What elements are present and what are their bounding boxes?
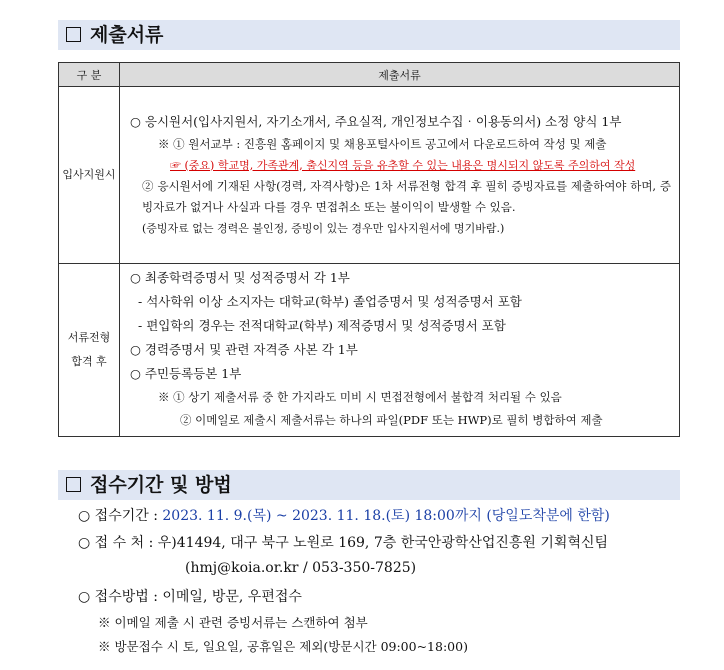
reception-contact: (hmj@koia.or.kr / 053-350-7825) bbox=[185, 560, 417, 576]
row-content-after-pass bbox=[120, 264, 680, 437]
table-row bbox=[59, 87, 680, 264]
doc-line: ② 응시원서에 기재된 사항(경력, 자격사항)은 1차 서류전형 합격 후 필히 증빙자료를 제출하여야 하며, 증빙자료가 없거나 사실과 다를 경우 면접취소 또는 불이익이 발생할 수 있음. bbox=[142, 178, 671, 214]
doc-line: ○ 최종학력증명서 및 성적증명서 각 1부 bbox=[130, 270, 350, 285]
row-label-line: 서류전형 bbox=[67, 331, 111, 344]
reception-method: ○ 접수방법 : 이메일, 방문, 우편접수 bbox=[78, 589, 302, 605]
documents-table bbox=[58, 62, 680, 437]
header-category: 구 분 bbox=[59, 63, 120, 87]
doc-line: ※ ① 원서교부 : 진흥원 홈페이지 및 채용포털사이트 공고에서 다운로드하여 작성 및 제출 bbox=[158, 136, 607, 151]
period-value: 2023. 11. 9.(목) ~ 2023. 11. 18.(토) 18:00까지 (당일도착분에 한함) bbox=[162, 508, 610, 524]
doc-line: - 편입학의 경우는 전적대학교(학부) 제적증명서 및 성적증명서 포함 bbox=[138, 318, 506, 333]
section-title: 접수기간 및 방법 bbox=[90, 474, 232, 496]
reception-place bbox=[78, 532, 608, 552]
section-title: 제출서류 bbox=[90, 24, 164, 46]
reception-note: ※ 방문접수 시 토, 일요일, 공휴일은 제외(방문시간 09:00~18:00) bbox=[98, 639, 468, 654]
table-header-row bbox=[59, 63, 680, 87]
checkbox-square-icon bbox=[66, 27, 81, 42]
row-content-application bbox=[120, 87, 680, 264]
doc-line: ○ 응시원서(입사지원서, 자기소개서, 주요실적, 개인정보수집‧이용동의서) 소정 양식 1부 bbox=[130, 113, 622, 129]
period-label: ○ 접수기간 : bbox=[78, 508, 163, 524]
place-value: 우)41494, 대구 북구 노원로 169, 7층 한국안광학산업진흥원 기획혁신팀 bbox=[157, 535, 609, 551]
table-row bbox=[59, 264, 680, 437]
row-label-application: 입사지원시 bbox=[59, 87, 120, 264]
checkbox-square-icon bbox=[66, 477, 81, 492]
doc-line: ○ 주민등록등본 1부 bbox=[130, 366, 242, 381]
doc-line: - 석사학위 이상 소지자는 대학교(학부) 졸업증명서 및 성적증명서 포함 bbox=[138, 294, 522, 309]
doc-line: (증빙자료 없는 경력은 불인정, 증빙이 있는 경우만 입사지원서에 명기바람.) bbox=[142, 221, 505, 235]
doc-line: ※ ① 상기 제출서류 중 한 가지라도 미비 시 면접전형에서 불합격 처리될 수 있음 bbox=[158, 390, 562, 404]
reception-note: ※ 이메일 제출 시 관련 증빙서류는 스캔하여 첨부 bbox=[98, 615, 368, 630]
doc-line: ② 이메일로 제출시 제출서류는 하나의 파일(PDF 또는 HWP)로 필히 병합하여 제출 bbox=[180, 413, 603, 427]
row-label-after-pass bbox=[59, 264, 120, 437]
place-label: ○ 접 수 처 : bbox=[78, 535, 158, 551]
doc-line: ○ 경력증명서 및 관련 자격증 사본 각 1부 bbox=[130, 342, 358, 357]
section-header-reception bbox=[58, 470, 680, 500]
doc-warning-line: ☞ (중요) 학교명, 가족관계, 출신지역 등을 유추할 수 있는 내용은 명시되지 않도록 주의하여 작성 bbox=[170, 158, 636, 172]
reception-period bbox=[78, 505, 610, 525]
header-documents: 제출서류 bbox=[120, 63, 680, 87]
section-header-documents bbox=[58, 20, 680, 50]
row-label-line: 합격 후 bbox=[71, 355, 107, 368]
